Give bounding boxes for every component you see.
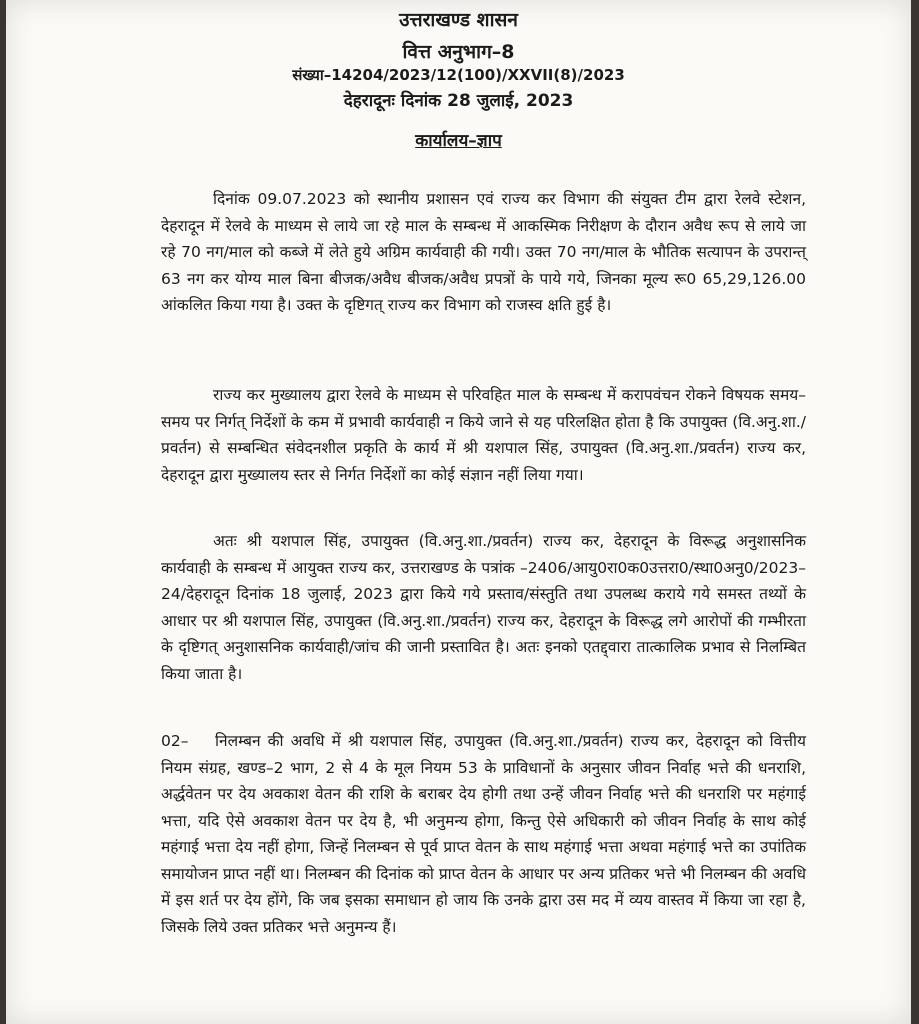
paragraph-4	[161, 728, 806, 940]
paragraph-4-text: निलम्बन की अवधि में श्री यशपाल सिंह, उपायुक्त (वि.अनु.शा./प्रवर्तन) राज्य कर, देहरादून को वित्तीय नियम संग्रह, खण्ड–2 भाग, 2 से 4 के मूल नियम 53 के प्राविधानों के अनुसार जीवन निर्वाह भत्ते की धनराशि, अर्द्धवेतन पर देय अवकाश वेतन की राशि के बराबर देय होगी तथा उन्हें जीवन निर्वाह भत्ते की धनराशि पर महंगाई भत्ता, यदि ऐसे अवकाश वेतन पर देय है, भी अनुमन्य होगा, किन्तु ऐसे अधिकारी को जीवन निर्वाह के साथ कोई महंगाई भत्ता देय नहीं होगा, जिन्हें निलम्बन से पूर्व प्राप्त वेतन के साथ महंगाई भत्ता अथवा महंगाई भत्ते का उपांतिक समायोजन प्राप्त नहीं था। निलम्बन की दिनांक को प्राप्त वेतन के आधार पर अन्य प्रतिकर भत्ते भी निलम्बन की अवधि में इस शर्त पर देय होंगे, कि जब इसका समाधान हो जाय कि उनके द्वारा उस मद में व्यय वास्तव में किया जा रहा है, जिसके लिये उक्त प्रतिकर भत्ते अनुमन्य हैं।	[161, 732, 806, 936]
paragraph-2: राज्य कर मुख्यालय द्वारा रेलवे के माध्यम से परिवहित माल के सम्बन्ध में करापवंचन रोकने विषयक समय–समय पर निर्गत् निर्देशों के कम में प्रभावी कार्यवाही न किये जाने से यह परिलक्षित होता है कि उपायुक्त (वि.अनु.शा./प्रवर्तन) से सम्बन्धित संवेदनशील प्रकृति के कार्य में श्री यशपाल सिंह, उपायुक्त (वि.अनु.शा./प्रवर्तन) राज्य कर, देहरादून द्वारा मुख्यालय स्तर से निर्गत निर्देशों का कोई संज्ञान नहीं लिया गया।	[161, 386, 806, 484]
document-page	[6, 0, 911, 1024]
paragraph-1: दिनांक 09.07.2023 को स्थानीय प्रशासन एवं राज्य कर विभाग की संयुक्त टीम द्वारा रेलवे स्टेशन, देहरादून में रेलवे के माध्यम से लाये जा रहे माल के सम्बन्ध में आकस्मिक निरीक्षण के दौरान अवैध रूप से लाये जा रहे 70 नग/माल को कब्जे में लेते हुये अग्रिम कार्यवाही की गयी। उक्त 70 नग/माल के भौतिक सत्यापन के उपरान्त् 63 नग कर योग्य माल बिना बीजक/अवैध बीजक/अवैध प्रपत्रों के पाये गये, जिनका मूल्य रू0 65,29,126.00 आंकलित किया गया है। उक्त के दृष्टिगत् राज्य कर विभाग को राजस्व क्षति हुई है।	[161, 190, 806, 314]
paragraph-number: 02–	[161, 732, 189, 750]
government-heading: उत्तराखण्ड शासन	[399, 9, 518, 31]
place-date: देहरादूनः दिनांक 28 जुलाई, 2023	[343, 91, 574, 111]
department-heading: वित्त अनुभाग–8	[402, 41, 515, 63]
document-title: कार्यालय–ज्ञाप	[415, 131, 502, 151]
paragraph-3: अतः श्री यशपाल सिंह, उपायुक्त (वि.अनु.शा./प्रवर्तन) राज्य कर, देहरादून के विरूद्ध अनुशासनिक कार्यवाही के सम्बन्ध में आयुक्त राज्य कर, उत्तराखण्ड के पत्रांक –2406/आयु0रा0क0उत्तरा0/स्था0अनु0/2023–24/देहरादून दिनांक 18 जुलाई, 2023 द्वारा किये गये प्रस्ताव/संस्तुति तथा उपलब्ध कराये गये समस्त तथ्यों के आधार पर श्री यशपाल सिंह, उपायुक्त (वि.अनु.शा./प्रवर्तन) राज्य कर, देहरादून के विरूद्ध लगे आरोपों की गम्भीरता के दृष्टिगत् अनुशासनिक कार्यवाही/जांच की जानी प्रस्तावित है। अतः इनको एतद्द्वारा तात्कालिक प्रभाव से निलम्बित किया जाता है।	[161, 532, 806, 683]
reference-number: संख्या–14204/2023/12(100)/XXVII(8)/2023	[292, 66, 625, 84]
